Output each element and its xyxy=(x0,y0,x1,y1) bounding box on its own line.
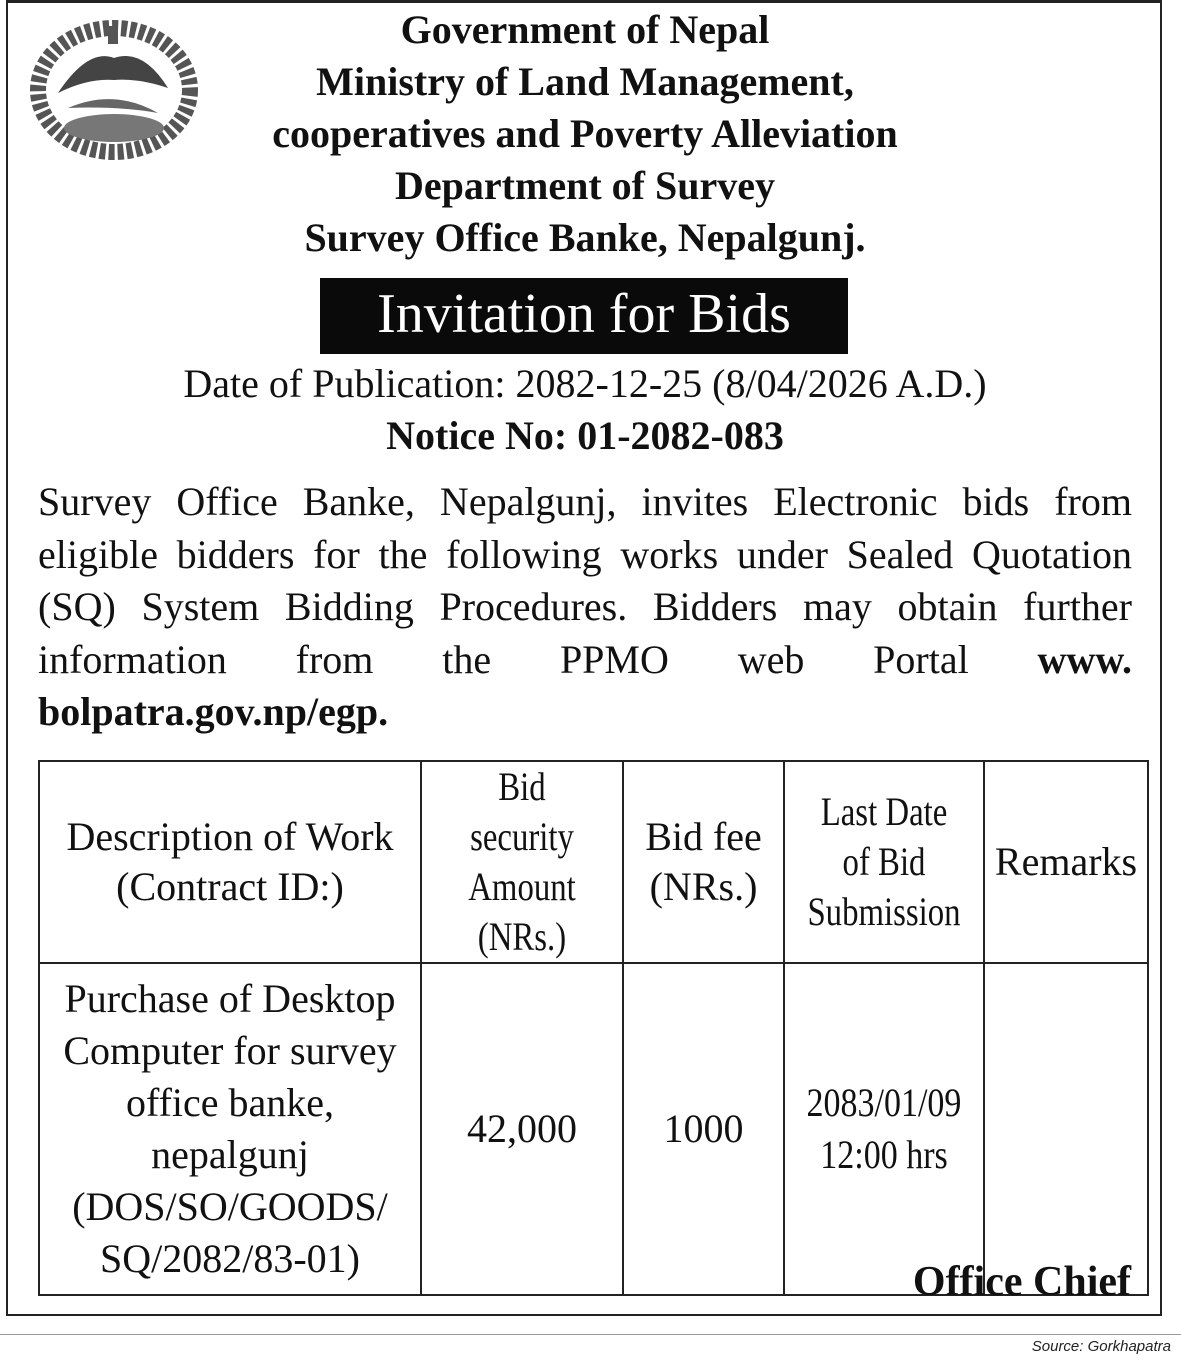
header-remarks: Remarks xyxy=(984,761,1148,963)
notice-number: Notice No: 01-2082-083 xyxy=(386,413,784,458)
source-caption: Source: Gorkhapatra xyxy=(1031,1338,1171,1355)
publication-date: Date of Publication: 2082-12-25 (8/04/2026 A.D.) xyxy=(183,361,987,406)
table-row xyxy=(39,963,1148,1295)
cell-description: Purchase of Desktop Computer for survey office banke, nepalgunj (DOS/SO/GOODS/ SQ/2082/83-01) xyxy=(39,963,421,1295)
bid-table xyxy=(38,760,1149,1296)
signature: Office Chief xyxy=(912,1259,1131,1305)
header-line: Survey Office Banke, Nepalgunj. xyxy=(304,215,866,260)
cell-bid-security: 42,000 xyxy=(421,963,623,1295)
header-bid-fee: Bid fee (NRs.) xyxy=(623,761,784,963)
divider xyxy=(0,1334,1181,1335)
table-header-row xyxy=(39,761,1148,963)
cell-last-date xyxy=(784,963,984,1295)
issuer-header xyxy=(0,4,1170,264)
body-text: Survey Office Banke, Nepalgunj, invites Electronic bids from eligible bidders for the following works under Sealed Quotation (SQ) System Bidding Procedures. Bidders may obtain further information from the PPMO web Portal xyxy=(38,479,1132,682)
cell-bid-fee: 1000 xyxy=(623,963,784,1295)
portal-link[interactable]: www. bolpatra.gov.np/egp. xyxy=(38,636,1132,734)
header-last-date-text: Last Date of Bid Submission xyxy=(807,789,961,934)
cell-last-date-text: 2083/01/09 12:00 hrs xyxy=(806,1080,962,1177)
header-description: Description of Work (Contract ID:) xyxy=(39,761,421,963)
cell-remarks xyxy=(984,963,1148,1295)
notice-title: Invitation for Bids xyxy=(320,278,848,354)
header-line: cooperatives and Poverty Alleviation xyxy=(272,111,898,156)
header-bid-security xyxy=(421,761,623,963)
header-line: Department of Survey xyxy=(395,163,775,208)
header-line: Ministry of Land Management, xyxy=(316,59,854,104)
header-last-date xyxy=(784,761,984,963)
notice-body xyxy=(38,476,1132,739)
header-line: Government of Nepal xyxy=(400,7,770,52)
header-bid-security-text: Bid security Amount (NRs.) xyxy=(468,764,576,959)
